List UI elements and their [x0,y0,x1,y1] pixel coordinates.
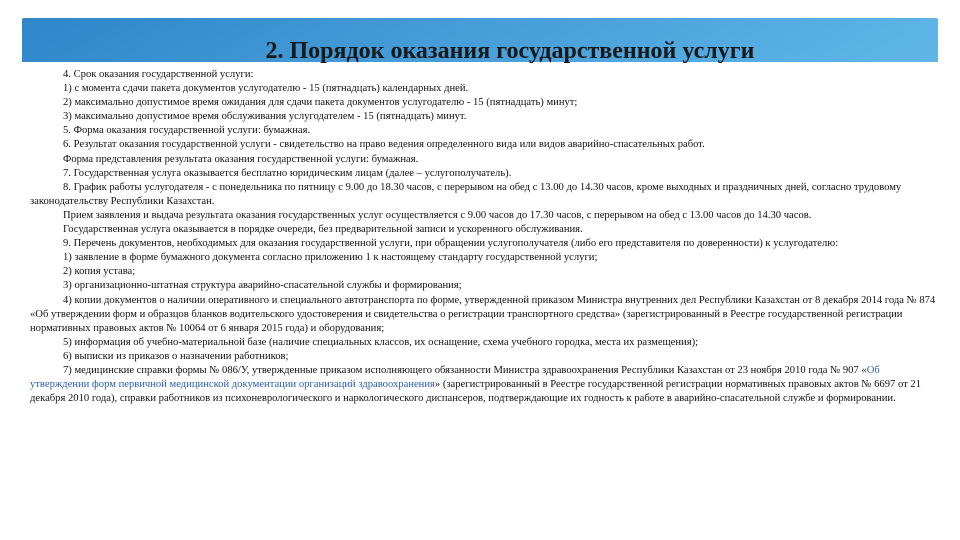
text-line: 2) максимально допустимое время ожидания для сдачи пакета документов услугодателю - 15 (пятнадцать) минут; [63,97,578,109]
text-line: 8. График работы услугодателя - с понедельника по пятницу с 9.00 до 18.30 часов, с перерывом на обед с 13.00 до 14.30 часов, кроме выходных и праздничных дней, согласно трудовому законодательству Республики Казахстан. [30,181,902,207]
item-7-text-before: 7) медицинские справки формы № 086/У, утвержденные приказом исполняющего обязанности Министра здравоохранения Республики Казахстан от 23 ноября 2010 года № 907 « [63,364,867,376]
text-line: 4. Срок оказания государственной услуги: [63,69,254,80]
text-line: 3) максимально допустимое время обслуживания услугодателем - 15 (пятнадцать) минут. [63,111,467,123]
text-line: 6. Результат оказания государственной услуги - свидетельство на право ведения определенного вида или видов аварийно-спасательных работ. [63,139,705,151]
medical-docs-link[interactable]: Об утверждении форм первичной медицинской документации организаций здравоохранения [30,364,880,391]
item-7-paragraph [30,364,936,406]
text-line: 6) выписки из приказов о назначении работников; [63,350,289,362]
text-line: 5. Форма оказания государственной услуги: бумажная. [63,125,311,137]
text-line: Форма представления результата оказания государственной услуги: бумажная. [63,153,419,165]
text-line: 2) копия устава; [63,266,136,278]
text-line: 3) организационно-штатная структура аварийно-спасательной службы и формирования; [63,280,462,292]
text-line: 4) копии документов о наличии оперативного и специального автотранспорта по форме, утвержденной приказом Министра внутренних дел Республики Казахстан от 8 декабря 2014 года № 874 «Об утверждении форм и образцов бланков водительского удостоверения и свидетельства о регистрации транспортного средства» (зарегистрированный в Реестре государственной регистрации нормативных правовых актов № 10064 от 6 января 2015 года) и оборудования; [30,294,936,334]
slide-content [30,68,936,406]
slide-title: 2. Порядок оказания государственной услуги [265,38,755,64]
text-line: 1) с момента сдачи пакета документов услугодателю - 15 (пятнадцать) календарных дней. [63,83,469,95]
item-7-text-after: » (зарегистрированный в Реестре государственной регистрации нормативных правовых актов № 6697 от 21 декабря 2010 года), справки работников из психоневрологического и наркологического диспансеров, подтверждающие их годность к работе в аварийно-спасательной службе и формировании. [30,379,921,405]
text-line: 5) информация об учебно-материальной базе (наличие специальных классов, их оснащение, схема учебного городка, места их размещения); [63,336,699,348]
text-line: Прием заявления и выдача результата оказания государственных услуг осуществляется с 9.00 часов до 17.30 часов, с перерывом на обед с 13.00 часов до 14.30 часов. [63,209,812,221]
text-line: Государственная услуга оказывается в порядке очереди, без предварительной записи и ускоренного обслуживания. [63,224,583,236]
text-line: 7. Государственная услуга оказывается бесплатно юридическим лицам (далее – услугополучатель). [63,167,512,179]
text-line: 1) заявление в форме бумажного документа согласно приложению 1 к настоящему стандарту государственной услуги; [63,252,598,264]
text-line: 9. Перечень документов, необходимых для оказания государственной услуги, при обращении услугополучателя (либо его представителя по доверенности) к услугодателю: [63,238,839,250]
